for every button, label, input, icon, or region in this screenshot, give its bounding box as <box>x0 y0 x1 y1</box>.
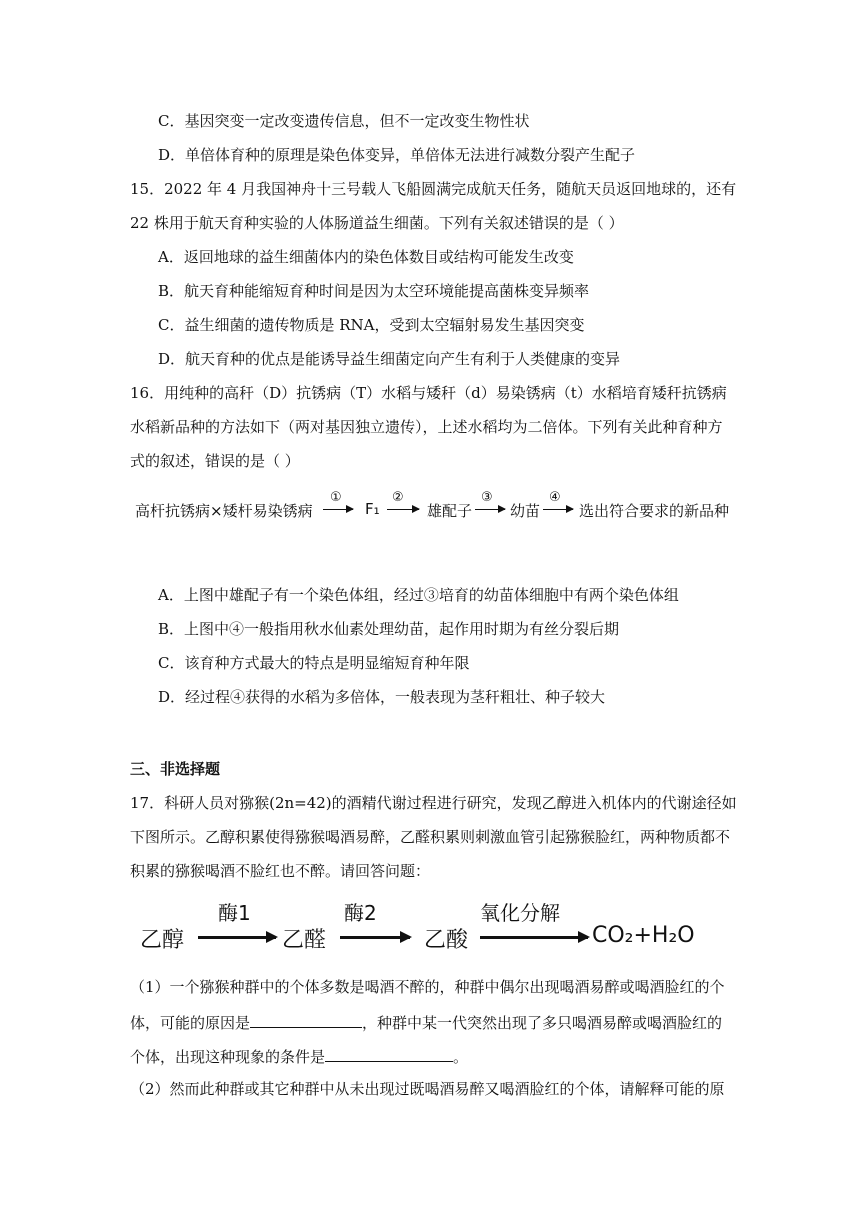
q16-stem-line1: 16．用纯种的高秆（D）抗锈病（T）水稻与矮秆（d）易染锈病（t）水稻培育矮秆抗锈病 <box>130 384 727 402</box>
flow-arrow-3 <box>475 509 505 510</box>
q17-part1-line2-pre: 体，可能的原因是 <box>130 1014 251 1032</box>
q17-part1-line3-pre: 个体，出现这种现象的条件是 <box>130 1048 326 1066</box>
flow-seedling: 幼苗 <box>510 502 541 520</box>
pathway-arrow-1 <box>198 936 276 939</box>
compound-acetaldehyde: 乙醛 <box>282 928 327 953</box>
q17-stem-line3: 积累的猕猴喝酒不脸红也不醉。请回答问题： <box>130 862 431 880</box>
q16-option-d: D．经过程④获得的水稻为多倍体，一般表现为茎秆粗壮、种子较大 <box>158 688 606 706</box>
q16-option-a: A．上图中雄配子有一个染色体组，经过③培育的幼苗体细胞中有两个染色体组 <box>158 586 679 604</box>
oxidation-decomposition: 氧化分解 <box>480 901 560 925</box>
breeding-flow-diagram <box>135 490 735 524</box>
metabolic-pathway-diagram <box>140 895 700 955</box>
q15-stem-line2: 22 株用于航天育种实验的人体肠道益生细菌。下列有关叙述错误的是（ ） <box>130 214 624 232</box>
q17-part1-line2 <box>130 1011 722 1033</box>
q15-option-b: B．航天育种能缩短育种时间是因为太空环境能提高菌株变异频率 <box>158 282 590 300</box>
flow-gamete: 雄配子 <box>427 502 473 520</box>
section-heading: 三、非选择题 <box>130 760 221 778</box>
q17-part1-line3-post: 。 <box>453 1048 469 1066</box>
compound-acetic-acid: 乙酸 <box>424 928 469 953</box>
enzyme-1: 酶1 <box>218 901 251 925</box>
q16-option-b: B．上图中④一般指用秋水仙素处理幼苗，起作用时期为有丝分裂后期 <box>158 620 620 638</box>
q14-option-d: D．单倍体育种的原理是染色体变异，单倍体无法进行减数分裂产生配子 <box>158 146 636 164</box>
flow-step-2: ② <box>392 490 404 505</box>
pathway-arrow-2 <box>340 936 410 939</box>
q16-stem-line3: 式的叙述，错误的是（ ） <box>130 452 300 470</box>
flow-step-3: ③ <box>481 490 493 505</box>
pathway-arrow-3 <box>480 936 588 939</box>
flow-start: 高杆抗锈病×矮杆易染锈病 <box>135 502 313 520</box>
enzyme-2: 酶2 <box>344 901 377 925</box>
answer-blank-2[interactable] <box>325 1045 453 1062</box>
q15-option-a: A．返回地球的益生细菌体内的染色体数目或结构可能发生改变 <box>158 248 574 266</box>
q15-stem-line1: 15．2022 年 4 月我国神舟十三号载人飞船圆满完成航天任务，随航天员返回地球的，还有 <box>130 180 737 198</box>
q15-option-c: C．益生细菌的遗传物质是 RNA，受到太空辐射易发生基因突变 <box>158 316 585 334</box>
flow-end: 选出符合要求的新品种 <box>579 502 730 520</box>
q15-option-d: D．航天育种的优点是能诱导益生细菌定向产生有利于人类健康的变异 <box>158 350 621 368</box>
compound-ethanol: 乙醇 <box>140 928 185 953</box>
flow-step-1: ① <box>330 490 342 505</box>
q17-stem-line1: 17．科研人员对猕猴(2n=42)的酒精代谢过程进行研究，发现乙醇进入机体内的代谢途径如 <box>130 794 737 812</box>
q14-option-c: C．基因突变一定改变遗传信息，但不一定改变生物性状 <box>158 112 530 130</box>
q16-stem-line2: 水稻新品种的方法如下（两对基因独立遗传），上述水稻均为二倍体。下列有关此种育种方 <box>130 418 723 436</box>
flow-step-4: ④ <box>549 490 561 505</box>
q17-part1-line1: （1）一个猕猴种群中的个体多数是喝酒不醉的，种群中偶尔出现喝酒易醉或喝酒脸红的个 <box>130 978 725 996</box>
products-co2-h2o: CO₂+H₂O <box>592 923 695 948</box>
answer-blank-1[interactable] <box>250 1011 362 1028</box>
flow-arrow-1 <box>323 509 353 510</box>
q17-part1-line3 <box>130 1045 468 1067</box>
flow-arrow-2 <box>387 509 419 510</box>
flow-arrow-4 <box>543 509 573 510</box>
q16-option-c: C．该育种方式最大的特点是明显缩短育种年限 <box>158 654 470 672</box>
q17-part2-line1: （2）然而此种群或其它种群中从未出现过既喝酒易醉又喝酒脸红的个体，请解释可能的原 <box>130 1080 725 1098</box>
q17-part1-line2-post: ，种群中某一代突然出现了多只喝酒易醉或喝酒脸红的 <box>362 1014 723 1032</box>
flow-f1: F₁ <box>365 500 380 518</box>
q17-stem-line2: 下图所示。乙醇积累使得猕猴喝酒易醉，乙醛积累则刺激血管引起猕猴脸红，两种物质都不 <box>130 828 731 846</box>
